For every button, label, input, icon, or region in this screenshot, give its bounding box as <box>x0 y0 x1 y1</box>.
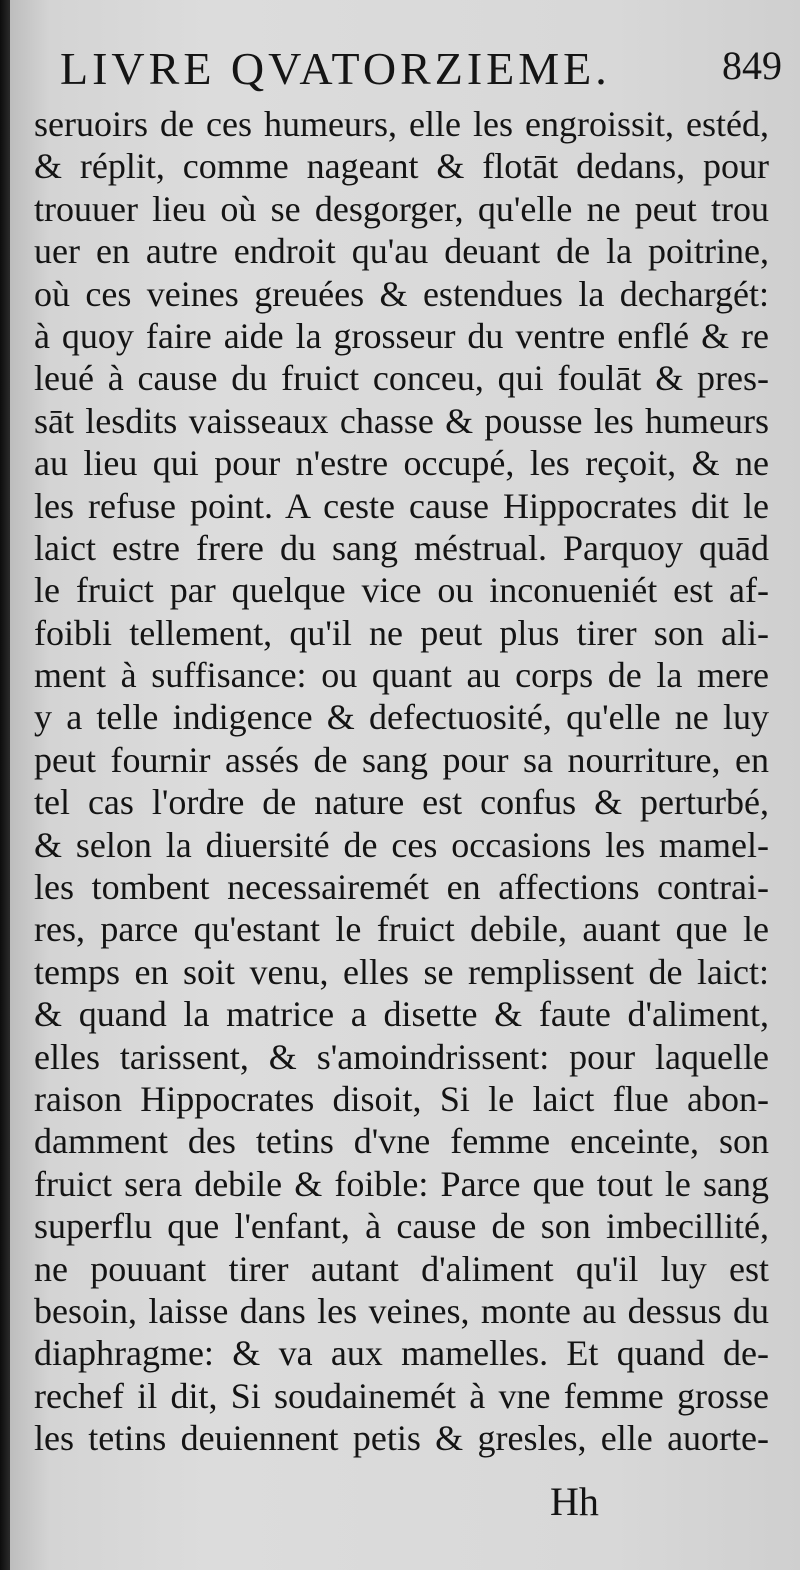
body-text <box>34 103 769 1460</box>
text-line: ment à suffisance: ou quant au corps de la mere <box>34 655 769 696</box>
running-title: LIVRE QVATORZIEME. <box>60 43 611 94</box>
text-line: sāt lesdits vaisseaux chasse & pousse les humeurs <box>34 400 769 441</box>
text-line: leué à cause du fruict conceu, qui foulāt & pres- <box>34 358 769 399</box>
text-line: peut fournir assés de sang pour sa nourriture, en <box>34 739 769 780</box>
text-line: trouuer lieu où se desgorger, qu'elle ne peut trou <box>34 188 769 229</box>
text-line: & selon la diuersité de ces occasions les mamel- <box>34 824 769 865</box>
text-line: le fruict par quelque vice ou inconueniét est af- <box>34 570 769 611</box>
text-line: y a telle indigence & defectuosité, qu'elle ne luy <box>34 697 769 738</box>
page-number: 849 <box>722 43 782 88</box>
text-line: au lieu qui pour n'estre occupé, les reçoit, & ne <box>34 443 769 484</box>
text-line: rechef il dit, Si soudainemét à vne femme grosse <box>34 1375 769 1416</box>
text-line: laict estre frere du sang méstrual. Parquoy quād <box>34 527 769 568</box>
text-line: tel cas l'ordre de nature est confus & perturbé, <box>34 782 769 823</box>
text-line: damment des tetins d'vne femme enceinte, son <box>34 1121 769 1162</box>
signature-mark: Hh <box>550 1479 599 1524</box>
book-gutter <box>0 0 10 1570</box>
page-header <box>60 42 782 102</box>
text-line: res, parce qu'estant le fruict debile, auant que le <box>34 909 769 950</box>
text-line: fruict sera debile & foible: Parce que tout le sang <box>34 1163 769 1204</box>
text-line: elles tarissent, & s'amoindrissent: pour laquelle <box>34 1036 769 1077</box>
text-line: où ces veines greuées & estendues la dechargét: <box>34 273 769 314</box>
text-line: uer en autre endroit qu'au deuant de la poitrine, <box>34 231 769 272</box>
text-line: diaphragme: & va aux mamelles. Et quand de- <box>34 1333 769 1374</box>
text-line: raison Hippocrates disoit, Si le laict flue abon- <box>34 1078 769 1119</box>
text-line: ne pouuant tirer autant d'aliment qu'il luy est <box>34 1248 769 1289</box>
book-page <box>10 0 800 1570</box>
text-line: & réplit, comme nageant & flotāt dedans, pour <box>34 146 769 187</box>
text-line: les refuse point. A ceste cause Hippocrates dit le <box>34 485 769 526</box>
text-line: les tetins deuiennent petis & gresles, elle auorte- <box>34 1418 769 1459</box>
text-line: temps en soit venu, elles se remplissent de laict: <box>34 951 769 992</box>
text-line: besoin, laisse dans les veines, monte au dessus du <box>34 1290 769 1331</box>
text-line: à quoy faire aide la grosseur du ventre enflé & re <box>34 315 769 356</box>
text-line: seruoirs de ces humeurs, elle les engroissit, estéd, <box>34 104 769 144</box>
text-line: superflu que l'enfant, à cause de son imbecillité, <box>34 1206 769 1247</box>
text-line: foibli tellement, qu'il ne peut plus tirer son ali- <box>34 612 769 653</box>
text-line: les tombent necessairemét en affections contrai- <box>34 867 769 908</box>
text-line: & quand la matrice a disette & faute d'aliment, <box>34 994 769 1035</box>
